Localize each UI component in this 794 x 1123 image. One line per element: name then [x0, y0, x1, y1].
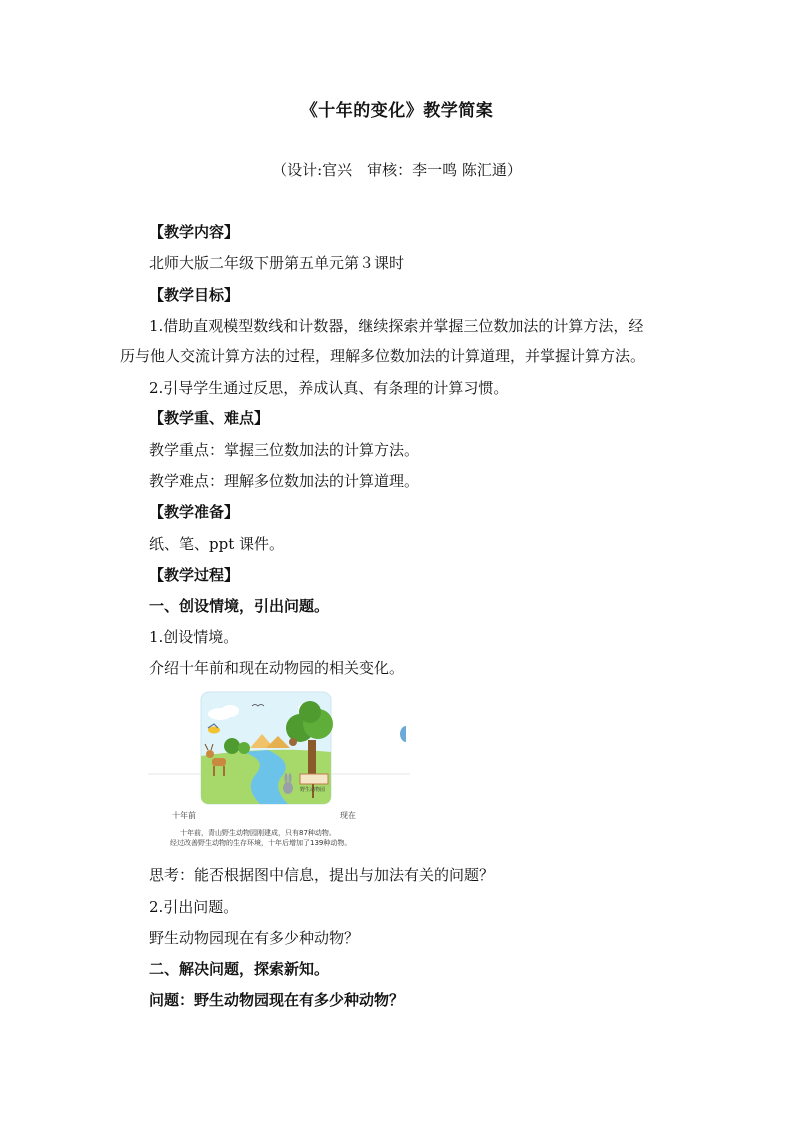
- label-ten-years-ago: 十年前: [172, 811, 196, 820]
- document-title: 《十年的变化》教学简案: [300, 101, 494, 121]
- goal-1-line-1: 1.借助直观模型数线和计数器，继续探索并掌握三位数加法的计算方法，经: [149, 317, 644, 335]
- section-heading-prep: 【教学准备】: [149, 503, 240, 521]
- section-heading-process: 【教学过程】: [149, 566, 240, 584]
- zoo-sign-label: 野生动物园: [300, 787, 326, 793]
- label-now: 现在: [340, 811, 356, 820]
- step-1-2: 2.引出问题。: [149, 898, 239, 916]
- step-1-1: 1.创设情境。: [149, 628, 239, 646]
- zoo-illustration: [148, 690, 410, 850]
- figure-caption-line-2: 经过改善野生动物的生存环境，十年后增加了139种动物。: [170, 839, 352, 847]
- step-2-question: 问题：野生动物园现在有多少种动物？: [149, 991, 405, 1009]
- goal-2: 2.引导学生通过反思，养成认真、有条理的计算习惯。: [149, 379, 509, 397]
- content-text: 北师大版二年级下册第五单元第３课时: [149, 254, 405, 272]
- zoo-scene-svg: [148, 690, 410, 850]
- figure-caption-line-1: 十年前，青山野生动物园刚建成，只有87种动物。: [180, 829, 336, 837]
- section-heading-goals: 【教学目标】: [149, 286, 240, 304]
- section-heading-content: 【教学内容】: [149, 223, 240, 241]
- section-heading-key: 【教学重、难点】: [149, 409, 270, 427]
- think-prompt: 思考：能否根据图中信息，提出与加法有关的问题？: [149, 866, 495, 884]
- key-point: 教学重点：掌握三位数加法的计算方法。: [149, 441, 420, 459]
- step-2-heading: 二、解决问题，探索新知。: [149, 960, 330, 978]
- goal-1-line-2: 历与他人交流计算方法的过程，理解多位数加法的计算道理，并掌握计算方法。: [120, 347, 646, 365]
- question-text: 野生动物园现在有多少种动物？: [149, 929, 360, 947]
- step-1-1-text: 介绍十年前和现在动物园的相关变化。: [149, 659, 405, 677]
- document-subtitle: （设计:官兴 审核：李一鸣 陈汇通）: [272, 161, 522, 179]
- step-1-heading: 一、创设情境，引出问题。: [149, 597, 330, 615]
- difficult-point: 教学难点：理解多位数加法的计算道理。: [149, 472, 420, 490]
- prep-text: 纸、笔、ppt 课件。: [149, 535, 285, 553]
